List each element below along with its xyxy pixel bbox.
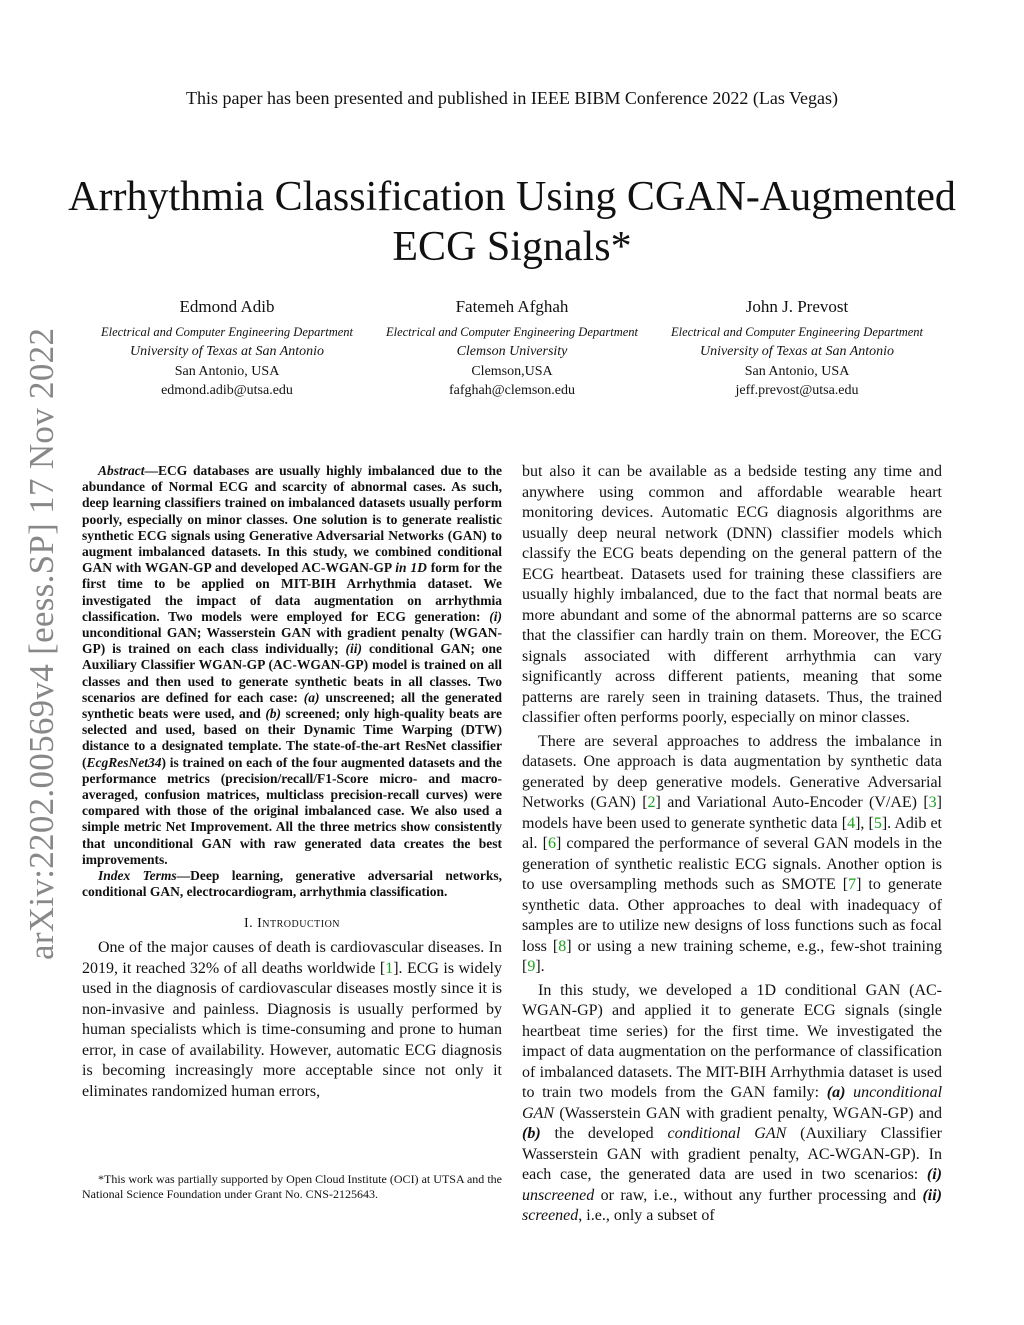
author-university: Clemson University [456,344,568,359]
author-university: University of Texas at San Antonio [699,344,895,359]
citation-link[interactable]: 6 [547,835,556,852]
author-department: Electrical and Computer Engineering Department [100,325,354,339]
index-terms-label: Index Terms [98,868,177,884]
paper-title [60,172,964,272]
right-column [522,462,942,1227]
citation-link[interactable]: 1 [385,959,394,977]
title-line-1: Arrhythmia Classification Using CGAN-Augmented [68,174,956,220]
abstract-label: Abstract [98,463,145,478]
index-terms: Index Terms—Deep learning, generative adversarial networks, conditional GAN, electrocardiogram, arrhythmia classification. [82,868,503,900]
citation-link[interactable]: 3 [928,794,937,811]
citation-link[interactable]: 2 [647,794,656,811]
citation-link[interactable]: 8 [558,937,567,955]
author-block-1 [82,296,372,400]
author-location: San Antonio, USA [174,364,280,379]
author-department: Electrical and Computer Engineering Department [670,325,924,339]
section-heading: I. Introduction [243,916,341,932]
citation-link[interactable]: 9 [527,958,536,975]
left-column [82,463,502,1102]
citation-link[interactable]: 7 [848,876,857,893]
right-paragraph-3: In this study, we developed a 1D conditional GAN (AC-WGAN-GP) and applied it to generate ECG signals (single heartbeat time series) for the first time. We investigated the impact of data augmentation on the performance of classification of imbalanced datasets. The MIT-BIH Arrhythmia dataset is used to train two models from the GAN family: (a) unconditional GAN (Wasserstein GAN with gradient penalty, WGAN-GP) and (b) the developed conditional GAN (Auxiliary Classifier Wasserstein GAN with gradient penalty, AC-WGAN-GP). In each case, the generated data are used in two scenarios: (i) unscreened or raw, i.e., without any further processing and (ii) screened, i.e., only a subset of [522,981,943,1224]
author-location: San Antonio, USA [744,364,850,379]
citation-link[interactable]: 5 [873,814,882,832]
author-block-2 [367,296,657,400]
author-email: jeff.prevost@utsa.edu [735,383,859,398]
author-name: Fatemeh Afghah [455,297,569,316]
author-department: Electrical and Computer Engineering Department [385,325,639,339]
intro-paragraph-1: One of the major causes of death is cardiovascular diseases. In 2019, it reached 32% of all deaths worldwide [1]. ECG is widely used in the diagnosis of cardiovascular diseases mostly since it is non-invasive and painless. Diagnosis is usually performed by human specialists which is time-consuming and prone to human error, in case of availability. However, automatic ECG diagnosis is becoming increasingly more acceptable since not only it eliminates randomized human errors, [82,939,503,1100]
author-name: Edmond Adib [179,297,275,316]
right-paragraph-1: but also it can be available as a bedside testing any time and anywhere using common and affordable wearable heart monitoring devices. Automatic ECG diagnosis algorithms are usually deep neural network (DNN) classifier models which classify the ECG beats depending on the general pattern of the ECG heartbeat. Datasets used for training these classifiers are usually highly imbalanced, due to the fact that normal beats are more abundant and some of the abnormal patterns are so scarce that the classifier can hardly train on them. Moreover, the ECG signals associated with different arrhythmia can vary significantly across different patients, meaning that some patterns are rarely seen in training datasets. Thus, the trained classifier often performs poorly, especially on minor classes. [522,463,942,726]
citation-link[interactable]: 4 [847,814,856,832]
abstract: Abstract—ECG databases are usually highly imbalanced due to the abundance of Normal ECG and scarcity of abnormal cases. As such, deep learning classifiers trained on imbalanced datasets usually perform poorly, especially on minor classes. One solution is to generate realistic synthetic ECG signals using Generative Adversarial Networks (GAN) to augment imbalanced datasets. In this study, we combined conditional GAN with WGAN-GP and developed AC-WGAN-GP in 1D form for the first time to be applied on MIT-BIH Arrhythmia dataset. We investigated the impact of data augmentation on arrhythmia classification. Two models were employed for ECG generation: (i) unconditional GAN; Wasserstein GAN with gradient penalty (WGAN-GP) is trained on each class individually; (ii) conditional GAN; one Auxiliary Classifier WGAN-GP (AC-WGAN-GP) model is trained on all classes and then used to generate synthetic beats in all classes. Two scenarios are defined for each case: (a) unscreened; all the generated synthetic beats were used, and (b) screened; only high-quality beats are selected and used, based on their Dynamic Time Warping (DTW) distance to a designated template. The state-of-the-art ResNet classifier (EcgResNet34) is trained on each of the four augmented datasets and the performance metrics (precision/recall/F1-Score micro- and macro-averaged, confusion matrices, multiclass precision-recall curves) were compared with those of the original imbalanced case. We also used a simple metric Net Improvement. All the three metrics show consistently that unconditional GAN with raw generated data creates the best improvements. [82,463,502,867]
arxiv-identifier: arXiv:2202.00569v4 [eess.SP] 17 Nov 2022 [22,327,61,960]
author-block-3 [652,296,942,400]
conference-banner: This paper has been presented and published in IEEE BIBM Conference 2022 (Las Vegas) [186,88,838,108]
author-name: John J. Prevost [745,297,849,316]
title-line-2: ECG Signals* [392,224,632,270]
footnote: *This work was partially supported by Open Cloud Institute (OCI) at UTSA and the National Science Foundation under Grant No. CNS-2125643. [82,1172,502,1201]
author-location: Clemson,USA [471,364,553,379]
right-paragraph-2: There are several approaches to address the imbalance in datasets. One approach is data augmentation by synthetic data generated by deep generative models. Generative Adversarial Networks (GAN) [2] and Variational Auto-Encoder (V/AE) [3] models have been used to generate synthetic data [4], [5]. Adib et al. [6] compared the performance of several GAN models in the generation of synthetic realistic ECG signals. Another option is to use oversampling methods such as SMOTE [7] to generate synthetic data. Other approaches to deal with inadequacy of samples are to utilize new designs of loss functions such as focal loss [8] or using a new training scheme, e.g., few-shot training [9]. [522,732,943,975]
author-email: edmond.adib@utsa.edu [161,383,293,398]
author-email: fafghah@clemson.edu [448,383,575,398]
author-university: University of Texas at San Antonio [129,344,325,359]
